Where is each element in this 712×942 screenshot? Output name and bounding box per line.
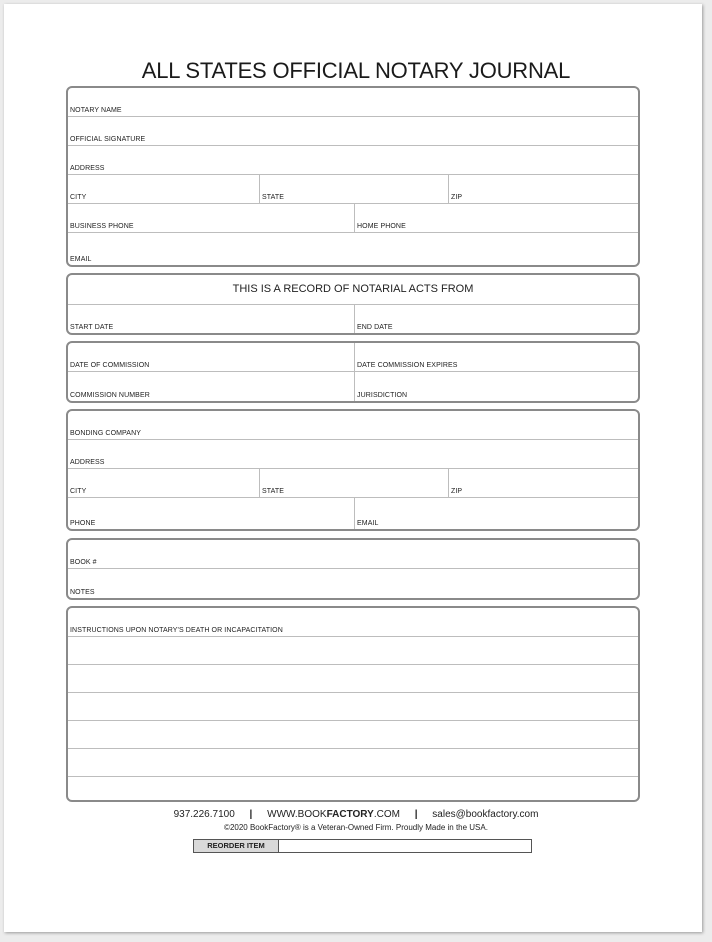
home-phone-label: HOME PHONE (357, 223, 406, 230)
bonding-address-label: ADDRESS (70, 459, 105, 466)
instructions-line[interactable] (68, 665, 638, 693)
zip-label: ZIP (451, 194, 463, 201)
commission-number-field[interactable] (68, 372, 354, 401)
city-label: CITY (70, 194, 87, 201)
record-section (66, 273, 640, 335)
commission-section (66, 341, 640, 403)
home-phone-field[interactable] (354, 204, 638, 232)
instructions-line[interactable] (68, 693, 638, 721)
footer-note: ©2020 BookFactory® is a Veteran-Owned Firm. Proudly Made in the USA. (224, 823, 488, 832)
bonding-state-label: STATE (262, 488, 285, 495)
address-label: ADDRESS (70, 165, 105, 172)
commission-expires-label: DATE COMMISSION EXPIRES (357, 362, 458, 369)
book-number-row[interactable] (68, 540, 638, 569)
city-state-zip-row (68, 175, 638, 204)
bonding-city-state-zip-row (68, 469, 638, 498)
notary-name-row[interactable] (68, 88, 638, 117)
commission-number-row (68, 372, 638, 401)
footer-website[interactable] (267, 809, 400, 820)
bonding-zip-label: ZIP (451, 488, 463, 495)
record-heading: THIS IS A RECORD OF NOTARIAL ACTS FROM (68, 275, 638, 305)
notes-row[interactable] (68, 569, 638, 598)
business-phone-field[interactable] (68, 204, 354, 232)
reorder-item-field[interactable] (279, 840, 531, 852)
instructions-label: INSTRUCTIONS UPON NOTARY'S DEATH OR INCAPACITATION (70, 627, 283, 634)
footer-website-prefix: WWW.BOOK (267, 809, 327, 820)
end-date-field[interactable] (354, 304, 638, 333)
instructions-label-row[interactable] (68, 608, 638, 637)
official-signature-label: OFFICIAL SIGNATURE (70, 136, 146, 143)
bonding-company-label: BONDING COMPANY (70, 430, 141, 437)
reorder-box (193, 839, 532, 853)
end-date-label: END DATE (357, 324, 393, 331)
official-signature-row[interactable] (68, 117, 638, 146)
date-of-commission-label: DATE OF COMMISSION (70, 362, 150, 369)
footer-website-suffix: .COM (373, 809, 400, 820)
start-date-label: START DATE (70, 324, 114, 331)
instructions-line[interactable] (68, 721, 638, 749)
notary-info-section (66, 86, 640, 267)
footer-website-bold: FACTORY (326, 809, 374, 820)
bonding-phone-field[interactable] (68, 498, 354, 529)
bonding-phone-email-row (68, 498, 638, 529)
date-of-commission-field[interactable] (68, 343, 354, 371)
start-date-field[interactable] (68, 304, 354, 333)
footer-divider: | (249, 809, 253, 820)
record-dates-row (68, 304, 638, 333)
bonding-zip-field[interactable] (448, 469, 638, 497)
address-row[interactable] (68, 146, 638, 175)
commission-expires-field[interactable] (354, 343, 638, 371)
reorder-item-label: REORDER ITEM (194, 840, 279, 852)
zip-field[interactable] (448, 175, 638, 203)
instructions-line[interactable] (68, 749, 638, 777)
business-phone-label: BUSINESS PHONE (70, 223, 134, 230)
phone-row (68, 204, 638, 233)
notary-name-label: NOTARY NAME (70, 107, 122, 114)
bonding-city-label: CITY (70, 488, 87, 495)
jurisdiction-field[interactable] (354, 372, 638, 401)
instructions-line[interactable] (68, 637, 638, 665)
instructions-line[interactable] (68, 777, 638, 800)
book-section (66, 538, 640, 600)
bonding-email-field[interactable] (354, 498, 638, 529)
bonding-city-field[interactable] (68, 469, 259, 497)
footer-email[interactable]: sales@bookfactory.com (432, 809, 539, 820)
jurisdiction-label: JURISDICTION (357, 392, 408, 399)
bonding-state-field[interactable] (259, 469, 448, 497)
notes-label: NOTES (70, 589, 95, 596)
bonding-section (66, 409, 640, 531)
bonding-phone-label: PHONE (70, 520, 96, 527)
bonding-address-row[interactable] (68, 440, 638, 469)
state-label: STATE (262, 194, 285, 201)
footer-phone: 937.226.7100 (173, 809, 235, 820)
email-row[interactable] (68, 233, 638, 265)
instructions-section (66, 606, 640, 802)
book-number-label: BOOK # (70, 559, 97, 566)
page-title: ALL STATES OFFICIAL NOTARY JOURNAL (141, 58, 571, 83)
footer-divider: | (414, 809, 418, 820)
commission-number-label: COMMISSION NUMBER (70, 392, 150, 399)
city-field[interactable] (68, 175, 259, 203)
bonding-email-label: EMAIL (357, 520, 379, 527)
bonding-company-row[interactable] (68, 411, 638, 440)
email-label: EMAIL (70, 256, 92, 263)
state-field[interactable] (259, 175, 448, 203)
commission-dates-row (68, 343, 638, 372)
footer-contact (0, 809, 712, 820)
